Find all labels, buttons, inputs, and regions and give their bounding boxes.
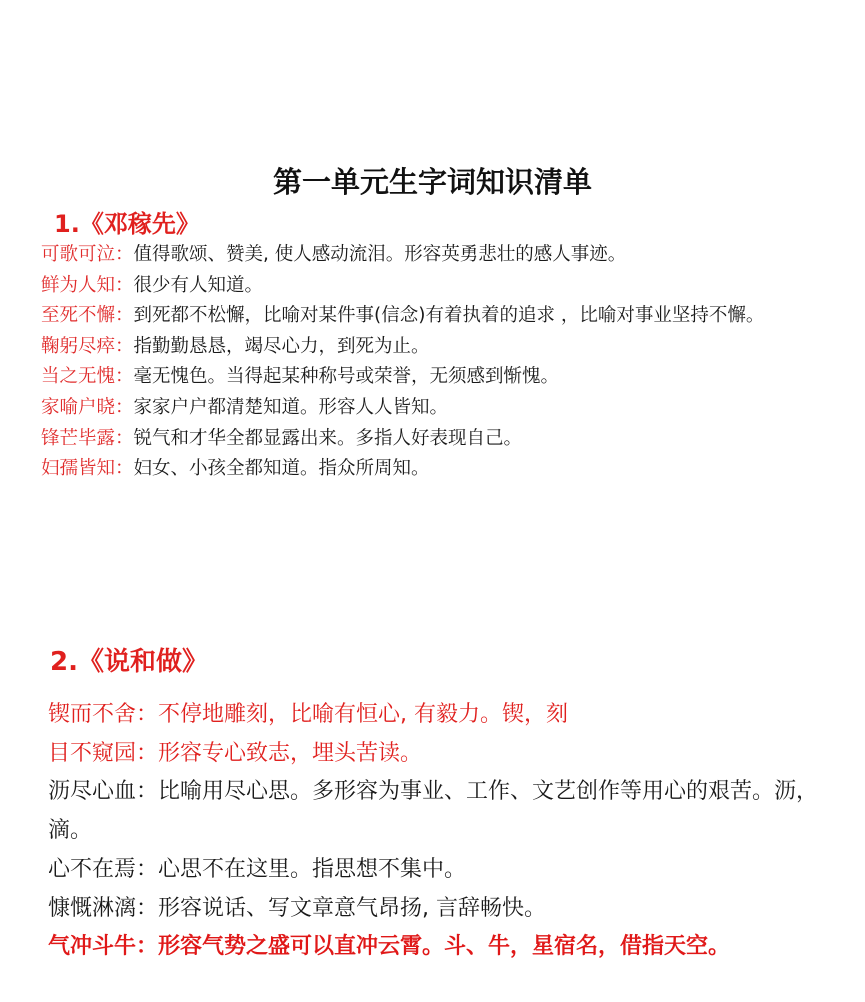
term: 妇孺皆知：: [41, 458, 134, 480]
term: 鞠躬尽瘁：: [41, 335, 134, 357]
definition: 比喻用尽心思。多形容为事业、工作、文艺创作等用心的艰苦。沥，滴。: [48, 779, 819, 844]
definition: 家家户户都清楚知道。形容人人皆知。: [133, 396, 449, 418]
definition: 妇女、小孩全都知道。指众所周知。: [133, 458, 430, 480]
term: 可歌可泣：: [41, 244, 134, 265]
definition: 指勤勤恳恳，竭尽心力，到死为止。: [133, 335, 430, 357]
definition: 不停地雕刻，比喻有恒心, 有毅力。锲，刻: [158, 702, 569, 727]
list-item: [41, 271, 821, 302]
list-item: [48, 851, 828, 890]
term: 气冲斗牛：: [48, 934, 159, 960]
term: 目不窥园：: [48, 740, 159, 766]
definition: 形容专心致志，埋头苦读。: [158, 740, 423, 766]
term: 鲜为人知：: [41, 274, 134, 296]
definition: 形容气势之盛可以直冲云霄。斗、牛，星宿名，借指天空。: [158, 934, 731, 960]
list-item: [48, 696, 828, 735]
section-2-list: [48, 696, 828, 967]
list-item: [41, 454, 821, 485]
list-item: [41, 301, 821, 332]
list-item: [41, 424, 821, 455]
term: 当之无愧：: [41, 366, 134, 388]
term: 慷慨淋漓：: [48, 895, 159, 921]
term: 锲而不舍：: [48, 702, 159, 727]
list-item: [48, 735, 828, 774]
section-2-heading: 2.《说和做》: [50, 647, 208, 677]
list-item: [41, 240, 821, 271]
definition: 到死都不松懈，比喻对某件事(信念)有着执着的追求 ，比喻对事业坚持不懈。: [133, 305, 765, 327]
page-title: 第一单元生字词知识清单: [272, 165, 592, 199]
list-item: [41, 332, 821, 363]
list-item: [48, 890, 828, 929]
section-1-list: [41, 240, 821, 485]
term: 至死不懈：: [41, 305, 134, 327]
definition: 毫无愧色。当得起某种称号或荣誉，无须感到惭愧。: [133, 366, 560, 388]
definition: 很少有人知道。: [133, 274, 264, 296]
section-1-heading: 1.《邓稼先》: [54, 210, 200, 238]
term: 沥尽心血：: [48, 779, 159, 805]
term: 家喻户晓：: [41, 396, 134, 418]
list-item: [41, 393, 821, 424]
definition: 值得歌颂、赞美, 使人感动流泪。形容英勇悲壮的感人事迹。: [133, 244, 627, 265]
list-item: [41, 362, 821, 393]
definition: 锐气和才华全都显露出来。多指人好表现自己。: [133, 427, 523, 449]
list-item: [48, 928, 828, 967]
list-item: [48, 773, 828, 850]
term: 心不在焉：: [48, 856, 159, 882]
definition: 形容说话、写文章意气昂扬, 言辞畅快。: [158, 895, 547, 921]
definition: 心思不在这里。指思想不集中。: [158, 856, 467, 882]
term: 锋芒毕露：: [41, 427, 134, 449]
